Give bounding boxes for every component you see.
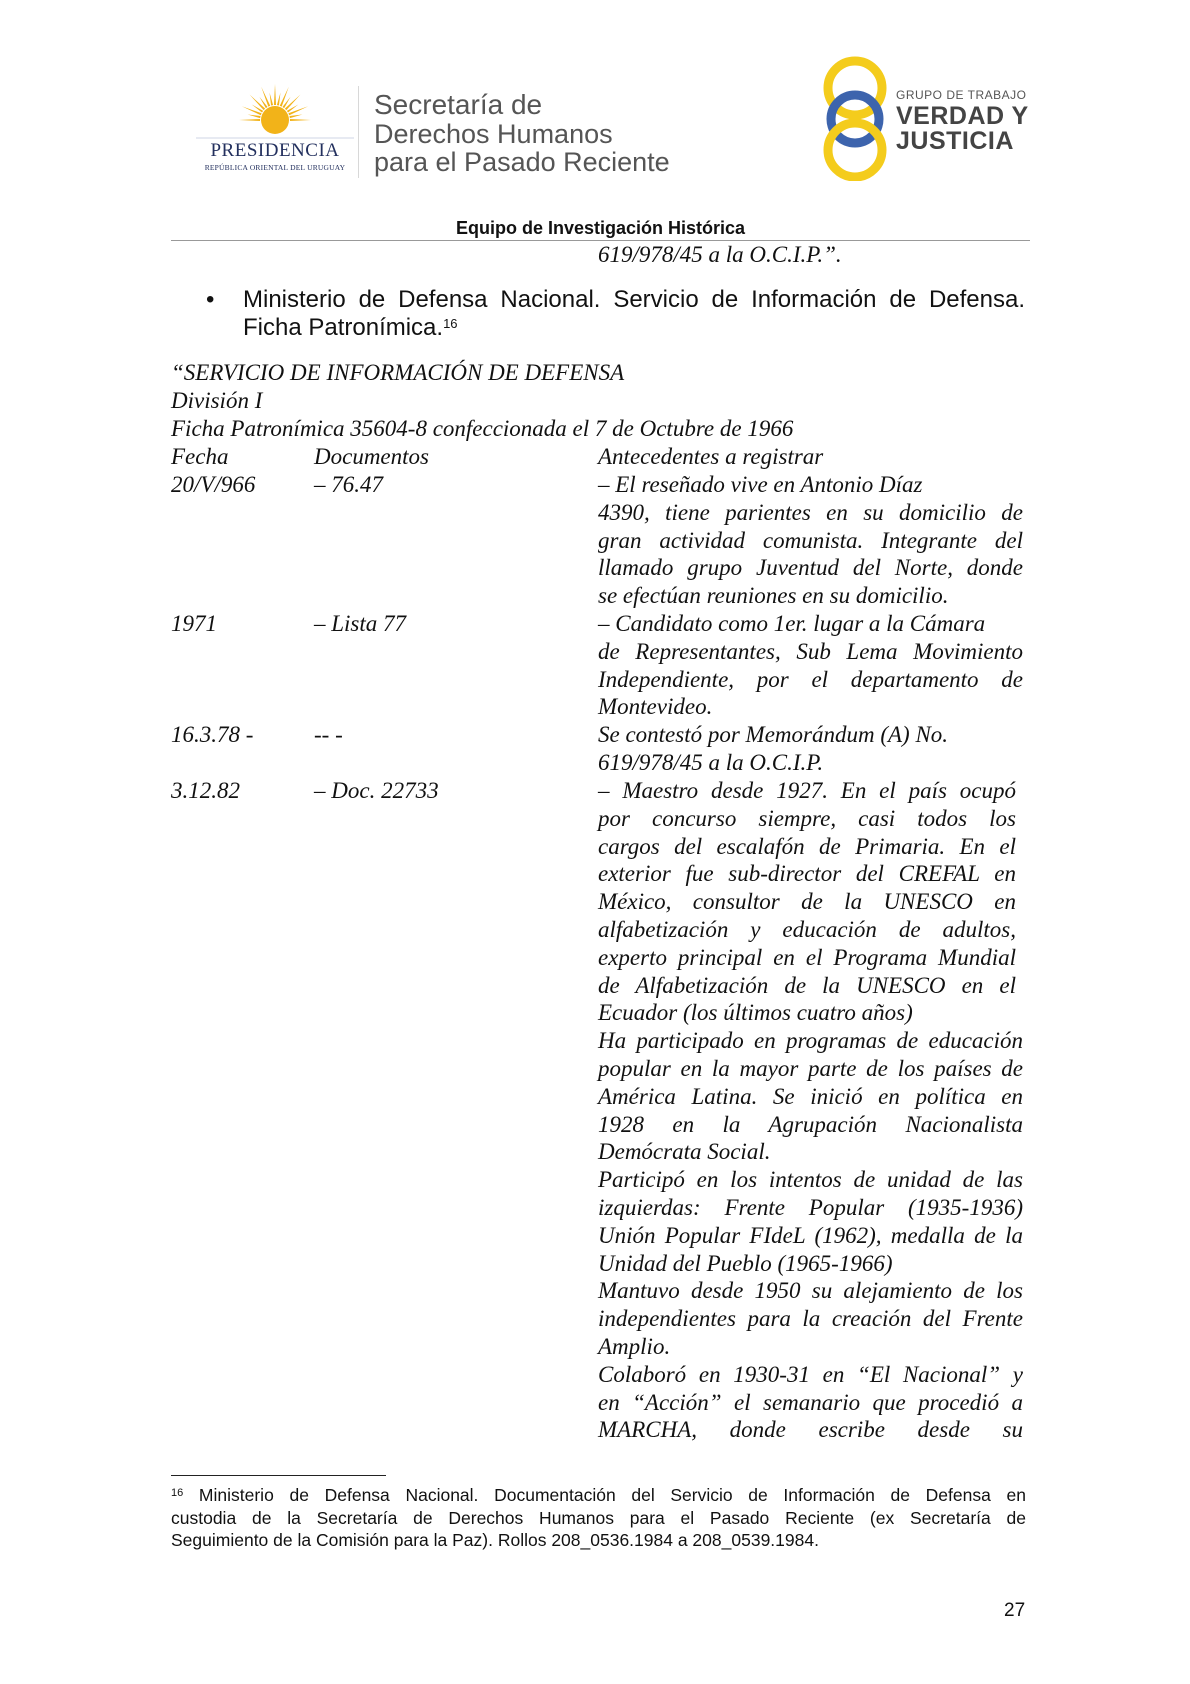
entry-1-line: – El reseñado vive en Antonio Díaz [598,472,923,497]
entry-4-text [598,777,1023,1444]
entry-3-line: 619/978/45 a la O.C.I.P. [598,749,824,775]
bullet-line1: Ministerio de Defensa Nacional. Servicio de Información de Defensa. [243,286,1025,313]
grupo-logo [820,56,1030,181]
sun-icon [196,82,354,142]
presidencia-subtitle: REPÚBLICA ORIENTAL DEL URUGUAY [204,163,346,172]
entry-4-line: – Maestro desde 1927. En el país ocupó [598,778,1016,803]
footnote-line3: Seguimiento de la Comisión para la Paz). Rollos 208_0536.1984 a 208_0539.1984. [171,1530,819,1550]
sun-ray [280,87,289,107]
secretaria-line3: para el Pasado Reciente [374,147,670,177]
entry-1-line: 4390, tiene parientes en su domicilio de [598,499,1023,525]
entry-4-line: de Alfabetización de la UNESCO en el [598,972,1016,998]
footnote-rule [171,1475,386,1476]
entry-4-line: MARCHA, donde escribe desde su [598,1417,1023,1443]
entry-1-line: llamado grupo Juventud del Norte, donde [598,555,1023,581]
grupo-line3: JUSTICIA [896,127,1014,155]
entry-2-line: de Representantes, Sub Lema Movimiento [598,638,1023,664]
entry-4-line: por concurso siempre, casi todos los [598,805,1016,831]
entry-4-line: 1928 en la Agrupación Nacionalista [598,1111,1023,1137]
entry-2-text [598,610,1023,721]
entry-4-line: Unidad del Pueblo (1965-1966) [598,1250,893,1276]
entry-4-line: Unión Popular FIdeL (1962), medalla de la [598,1222,1023,1248]
presidencia-name: PRESIDENCIA [210,140,340,161]
footnote-line1 [171,1484,1026,1507]
sun-ray [288,106,308,115]
entry-1-text [598,471,1023,610]
sun-ray [274,84,276,105]
sun-ray [239,119,260,121]
entry-4-line: Ecuador (los últimos cuatro años) [598,1000,913,1026]
page-number: 27 [1004,1600,1026,1621]
footnote-ref[interactable]: 16 [443,316,458,331]
footnote-number: 16 [171,1487,184,1499]
sun-ray [290,119,311,121]
col-documentos: Documentos [314,444,429,469]
col-antecedentes: Antecedentes a registrar [598,444,824,469]
entry-3-fecha: 16.3.78 - [171,722,254,747]
entry-4-line: en “Acción” el semanario que procedió a [598,1389,1023,1415]
entry-2-line: – Candidato como 1er. lugar a la Cámara [598,611,986,636]
entry-4-line: Ha participado en programas de educación [598,1028,1023,1054]
record-ficha: Ficha Patronímica 35604-8 confeccionada el 7 de Octubre de 1966 [171,416,794,441]
entry-1-line: se efectúan reuniones en su domicilio. [598,583,949,609]
entry-1-doc: – 76.47 [314,472,383,497]
entry-2-line: Montevideo. [598,694,713,720]
entry-4-line: experto principal en el Programa Mundial [598,944,1016,970]
secretaria-line1: Secretaría de [374,89,543,120]
sun-ray [261,87,270,107]
entry-3-line: Se contestó por Memorándum (A) No. [598,722,949,747]
bullet-line2-text: Ficha Patronímica. [243,314,444,341]
entry-1-fecha: 20/V/966 [171,472,256,497]
entry-4-fecha: 3.12.82 [171,778,240,803]
sun-ray [248,115,261,119]
header-divider [358,86,359,178]
entry-2-fecha: 1971 [171,611,217,636]
entry-4-line: Participó en los intentos de unidad de las [598,1167,1023,1193]
bullet-dot: • [206,286,215,313]
entry-4-line: cargos del escalafón de Primaria. En el [598,833,1016,859]
entry-4-line: alfabetización y educación de adultos, [598,916,1016,942]
rings-icon [820,56,890,181]
entry-3-doc: -- - [314,722,343,747]
secretaria-logo [374,90,714,176]
entry-4-line: Colaboró en 1930-31 en “El Nacional” y [598,1361,1023,1387]
entry-4-line: izquierdas: Frente Popular (1935-1936) [598,1194,1023,1220]
bullet-line2 [243,314,1025,342]
footnote-line2: custodia de la Secretaría de Derechos Humanos para el Pasado Reciente (ex Secretaría de [171,1507,1026,1528]
footnote-line1-text: Ministerio de Defensa Nacional. Documentación del Servicio de Información de Defensa en [198,1485,1026,1505]
footnote [171,1484,1026,1552]
col-fecha: Fecha [171,444,229,469]
grupo-line1: GRUPO DE TRABAJO [896,88,1027,102]
sun-ray [270,93,274,106]
carryover-line: 619/978/45 a la O.C.I.P.”. [598,242,842,267]
entry-1-line: gran actividad comunista. Integrante del [598,527,1023,553]
record-division: División I [171,388,263,413]
presidencia-logo [196,82,354,174]
entry-3-text [598,721,1023,777]
entry-4-line: México, consultor de la UNESCO en [598,889,1016,915]
secretaria-line2: Derechos Humanos [374,119,613,149]
entry-4-line: América Latina. Se inició en política en [598,1083,1023,1109]
sun-ray [289,115,302,119]
entry-2-doc: – Lista 77 [314,611,407,636]
entry-2-line: Independiente, por el departamento de [598,666,1023,692]
record-title: “SERVICIO DE INFORMACIÓN DE DEFENSA [171,360,625,385]
entry-4-line: Mantuvo desde 1950 su alejamiento de los [598,1278,1023,1304]
entry-4-line: Amplio. [598,1333,671,1359]
entry-4-line: Demócrata Social. [598,1139,771,1165]
entry-4-line: independientes para la creación del Frente [598,1306,1023,1332]
grupo-line2: VERDAD Y [896,102,1029,130]
sun-ray [277,93,281,106]
sun-ray [242,106,262,115]
entry-4-line: popular en la mayor parte de los países de [598,1055,1023,1081]
entry-4-doc: – Doc. 22733 [314,778,439,803]
entry-4-line: exterior fue sub-director del CREFAL en [598,861,1016,887]
team-title: Equipo de Investigación Histórica [455,218,746,238]
